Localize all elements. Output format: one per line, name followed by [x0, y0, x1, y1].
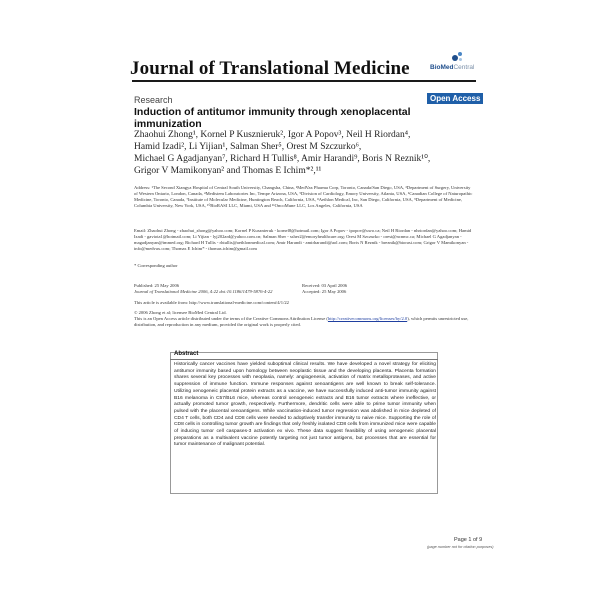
open-access-badge: Open Access	[427, 93, 483, 104]
license-text-start: This is an Open Access article distributed under the terms of the Creative Commons Attribution License (	[134, 316, 328, 321]
logo-circle-medium-icon	[458, 52, 462, 56]
journal-title: Journal of Translational Medicine	[130, 58, 410, 79]
license-link[interactable]: http://creativecommons.org/licenses/by/2.0	[327, 316, 408, 321]
page-number: Page 1 of 9	[454, 537, 483, 543]
license-block	[134, 310, 474, 328]
logo-text-central: Central	[453, 64, 475, 71]
accepted-date: Accepted: 25 May 2006	[302, 289, 347, 294]
page-number-note: (page number not for citation purposes)	[427, 545, 494, 549]
corresponding-author-note: * Corresponding author	[134, 263, 178, 268]
abstract-divider	[170, 359, 438, 360]
published-date: Published: 25 May 2006	[134, 283, 180, 288]
license-text	[134, 316, 474, 328]
authors-line: Michael G Agadjanyan⁷, Richard H Tullis⁸, Amir Harandi⁹, Boris N Reznik¹⁰,	[134, 154, 431, 164]
author-emails: Email: Zhaohui Zhong - zhaohui_zhong@yahoo.com; Kornel P Kusznieruk - kornel8@hotmail.com; Igor A Popov - ipopov@uwo.ca; Neil H Riordan - nhriordan@yahoo.com; Hamid Izadi - gaviota1@hotmail.com; Li Yijian - lyj202ard@yahoo.com.cn; Salman Sher - ssher2@emoryhealthcare.org; Orest M Szczurko - orest@ncnmc.ca; Michael G Agadjanyan - magadjanyan@immed.org; Richard H Tullis - rhtullis@aethlonmedical.com; Amir Harandi - amirharandi@aol.com; Boris N Reznik - breznik@biorasi.com; Grigor V Mamikonyan - info@medvax.com; Thomas E Ichim* - thomas.ichim@gmail.com	[134, 228, 472, 251]
authors-line: Zhaohui Zhong¹, Kornel P Kusznieruk², Igor A Popov³, Neil H Riordan⁴,	[134, 130, 411, 140]
citation: Journal of Translational Medicine 2006, 4:22 doi:10.1186/1479-5876-4-22	[134, 289, 273, 294]
section-label: Research	[134, 95, 173, 105]
article-url-note: This article is available from: http://www.translational-medicine.com/content/4/1/22	[134, 300, 289, 305]
abstract-heading: Abstract	[174, 351, 199, 357]
publication-info	[134, 283, 304, 295]
authors-line: Grigor V Mamikonyan² and Thomas E Ichim*²,¹¹	[134, 166, 322, 176]
authors-line: Hamid Izadi², Li Yijian¹, Salman Sher⁵, Orest M Szczurko⁶,	[134, 142, 362, 152]
logo-text-biomed: BioMed	[430, 64, 454, 71]
review-dates	[302, 283, 472, 295]
license-text-end: ), which permits unrestricted use, distribution, and reproduction in any medium, provided the original work is properly cited.	[134, 316, 469, 327]
copyright-line: © 2006 Zhong et al; licensee BioMed Central Ltd.	[134, 310, 227, 315]
received-date: Received: 03 April 2006	[302, 283, 348, 288]
header-rule	[132, 80, 476, 82]
logo-circle-small-icon	[459, 58, 462, 61]
article-title: Induction of antitumor immunity through xenoplacental immunization	[134, 106, 411, 130]
author-addresses: Address: ¹The Second Xiangya Hospital of Central South University, Changsha, China, ²MedVax Pharma Corp, Toronto, Canada/San Diego, USA, ³Department of Surgery, University of Western Ontario, London, Canada, ⁴Medistem Laboratories Inc, Tempe Arizona, USA, ⁵Division of Cardiology, Emory University, Atlanta, USA, ⁶Canadian College of Naturopathic Medicine, Toronto, Canada, ⁷Institute of Molecular Medicine, Huntington Beach, California, USA, ⁸Aethlon Medical, Inc, San Diego, California, USA, ⁹Department of Medicine, Columbia University, New York, USA, ¹⁰BioRASI LLC, Miami, USA and ¹¹OncoMune LLC, Los Angeles, California, USA	[134, 185, 473, 208]
biomed-central-logo	[430, 52, 480, 74]
logo-circle-large-icon	[452, 55, 458, 61]
author-list	[134, 129, 474, 177]
abstract-text: Historically cancer vaccines have yielded suboptimal clinical results. We have developed a novel strategy for eliciting antitumor immunity based upon homology between neoplastic tissue and the developing placenta. Placenta formation shares several key processes with neoplasia, namely: angiogenesis, activation of matrix metalloproteases, and active suppression of immune function. Immune responses against xenoantigens are well known to break self-tolerance. Utilizing xenogeneic placental protein extracts as a vaccine, we have successfully induced anti-tumor immunity against B16 melanoma in C57/BL6 mice, whereas control xenogeneic extracts and B16 tumor extracts where ineffective, or actually promoted tumor growth, respectively. Furthermore, dendritic cells were able to prime tumor immunity when pulsed with the placental xenoantigens. While vaccination-induced tumor regression was abolished in mice depleted of CD4 T cells, both CD4 and CD8 cells were needed to adoptively transfer immunity to naive mice. Supporting the role of CD8 cells in controlling tumor growth are findings that only freshly isolated CD8 cells from immunized mice were capable of inducing tumor cell caspases-3 activation ex vivo. These data suggest feasibility of using xenogeneic placental preparations as a multivalent vaccine potently targeting not just tumor antigens, but processes that are essential for tumor maintenance of malignant potential.	[174, 362, 436, 448]
